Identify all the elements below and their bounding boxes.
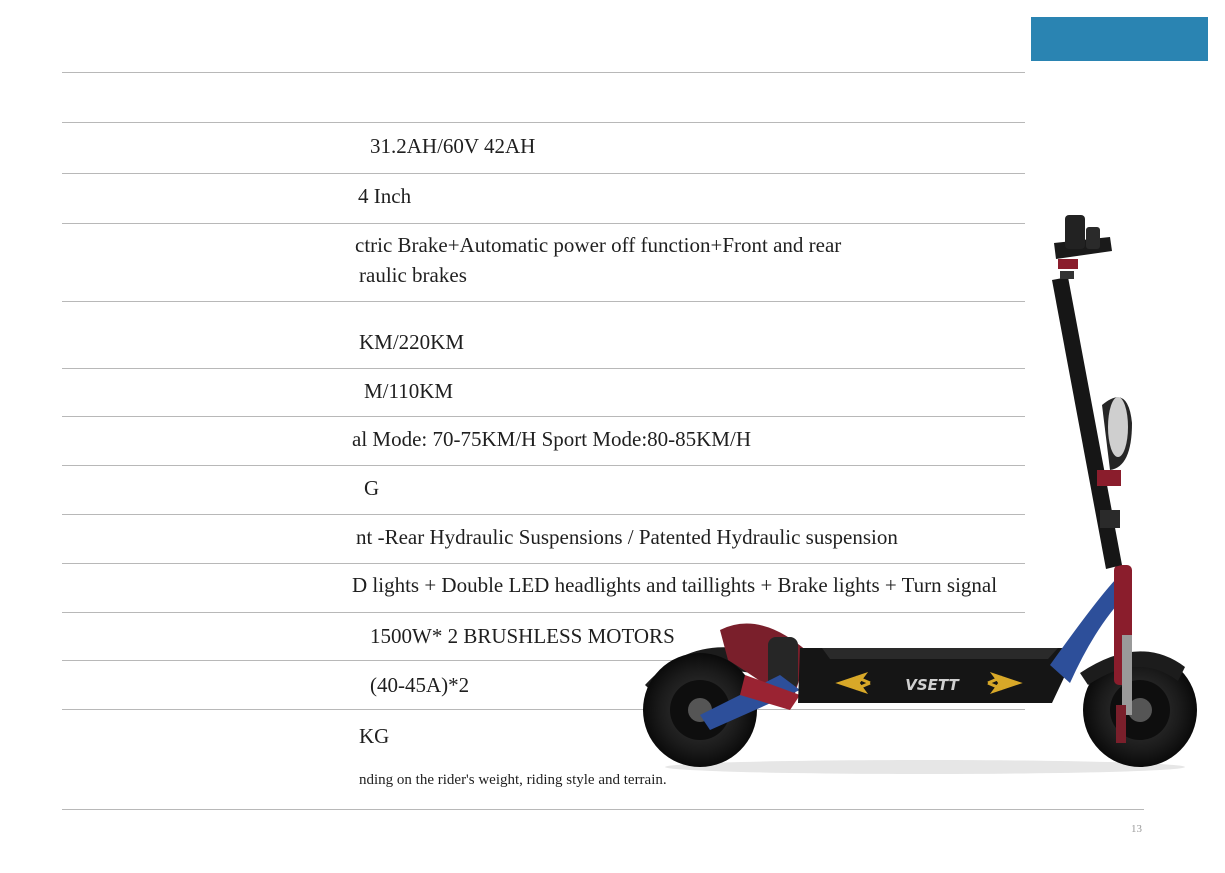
spec-lights-value: D lights + Double LED headlights and taillights + Brake lights + Turn signal — [352, 573, 998, 597]
table-divider — [62, 122, 1025, 123]
spec-motor-value: 1500W* 2 BRUSHLESS MOTORS — [370, 624, 675, 648]
spec-range-value: M/110KM — [364, 379, 454, 403]
spec-max-range-value: KM/220KM — [359, 330, 465, 354]
table-bottom-divider — [62, 809, 1144, 810]
header-accent-box — [1031, 17, 1208, 61]
scooter-image — [640, 205, 1210, 780]
spec-brake-value-line1: ctric Brake+Automatic power off function+Front and rear — [355, 233, 842, 257]
page-number: 13 — [1131, 823, 1142, 835]
spec-controller-value: (40-45A)*2 — [370, 673, 470, 697]
table-divider — [62, 173, 1025, 174]
spec-suspension-value: nt -Rear Hydraulic Suspensions / Patented Hydraulic suspension — [356, 525, 898, 549]
spec-load-value: G — [364, 476, 380, 500]
svg-text:VSETT: VSETT — [905, 676, 959, 694]
spec-speed-value: al Mode: 70-75KM/H Sport Mode:80-85KM/H — [352, 427, 751, 451]
table-divider — [62, 72, 1025, 73]
spec-battery-value: 31.2AH/60V 42AH — [370, 134, 536, 158]
spec-weight-value: KG — [359, 724, 390, 748]
spec-tire-value: 4 Inch — [358, 184, 412, 208]
footnote-text: nding on the rider's weight, riding style and terrain. — [359, 772, 667, 788]
spec-brake-value-line2: raulic brakes — [359, 263, 467, 287]
